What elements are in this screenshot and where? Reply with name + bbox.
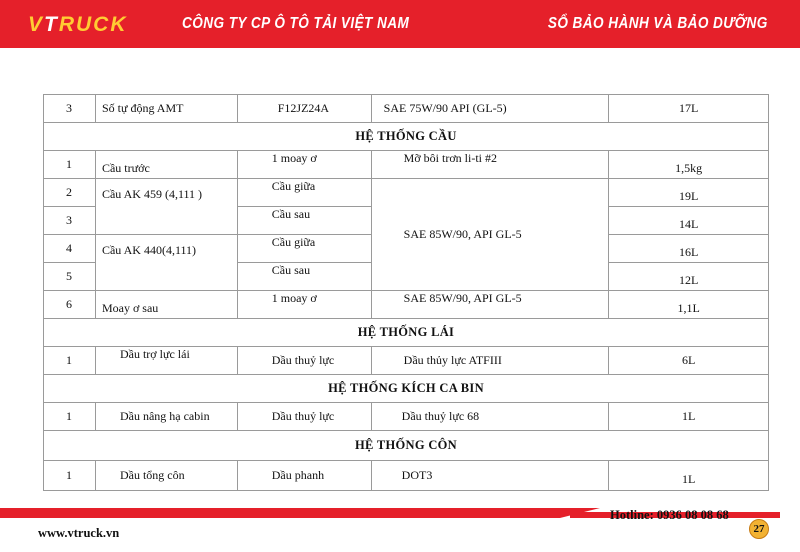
book-title: SỔ BẢO HÀNH VÀ BẢO DƯỠNG — [548, 15, 768, 32]
section-title-con: HỆ THỐNG CÔN — [44, 431, 769, 461]
row-number: 1 — [44, 151, 96, 179]
item-sub: Cầu giữa — [271, 179, 316, 193]
item-oil: DOT3 — [371, 461, 609, 491]
item-name: Moay ơ sau — [101, 301, 159, 315]
vtruck-logo: VTRUCK — [28, 13, 128, 36]
section-row — [44, 123, 769, 151]
section-row — [44, 319, 769, 347]
section-title-cau: HỆ THỐNG CẦU — [44, 123, 769, 151]
section-title-lai: HỆ THỐNG LÁI — [44, 319, 769, 347]
item-model: F12JZ24A — [237, 95, 371, 123]
website-link[interactable]: www.vtruck.vn — [38, 526, 120, 540]
item-oil: SAE 85W/90, API GL-5 — [371, 179, 609, 291]
item-sub: Cầu giữa — [271, 235, 316, 249]
item-qty: 12L — [678, 273, 699, 287]
item-name: Cầu AK 459 (4,111 ) — [95, 179, 237, 235]
item-sub: Cầu sau — [271, 207, 311, 221]
table-row — [44, 95, 769, 123]
item-qty: 19L — [678, 189, 699, 203]
row-number: 6 — [44, 291, 96, 319]
item-type: Dầu thuỷ lực — [237, 403, 371, 431]
item-qty: 14L — [678, 217, 699, 231]
section-title-kich: HỆ THỐNG KÍCH CA BIN — [44, 375, 769, 403]
item-oil: Dầu thuỷ lực 68 — [371, 403, 609, 431]
row-number: 1 — [44, 461, 96, 491]
item-qty: 6L — [609, 347, 769, 375]
item-name: Cầu trước — [101, 161, 150, 175]
row-number: 1 — [44, 403, 96, 431]
item-qty: 1,5kg — [675, 161, 703, 175]
row-number: 1 — [44, 347, 96, 375]
item-qty: 1L — [609, 403, 769, 431]
table-row — [44, 291, 769, 319]
row-number: 5 — [44, 263, 96, 291]
item-type: Dầu phanh — [237, 461, 371, 491]
item-oil: SAE 85W/90, API GL-5 — [403, 291, 522, 305]
item-qty: 1L — [681, 472, 696, 486]
row-number: 2 — [44, 179, 96, 207]
item-name: Dầu nâng hạ cabin — [95, 403, 237, 431]
item-qty: 1,1L — [677, 301, 700, 315]
item-name: Dầu tổng côn — [95, 461, 237, 491]
company-name: CÔNG TY CP Ô TÔ TẢI VIỆT NAM — [182, 15, 410, 32]
header-bar — [0, 0, 800, 48]
item-name: Cầu AK 440(4,111) — [95, 235, 237, 291]
table-row — [44, 347, 769, 375]
section-row — [44, 375, 769, 403]
item-oil: SAE 75W/90 API (GL-5) — [371, 95, 609, 123]
maintenance-table — [43, 94, 769, 491]
item-qty: 16L — [678, 245, 699, 259]
item-type: Dầu thuỷ lực — [237, 347, 371, 375]
page-number-badge: 27 — [749, 519, 769, 539]
item-qty: 17L — [609, 95, 769, 123]
item-name: Số tự động AMT — [95, 95, 237, 123]
table-row — [44, 403, 769, 431]
row-number: 3 — [44, 207, 96, 235]
table-row — [44, 151, 769, 179]
table-row — [44, 179, 769, 207]
item-name: Dầu trợ lực lái — [119, 347, 190, 361]
row-number: 4 — [44, 235, 96, 263]
item-sub: 1 moay ơ — [271, 291, 317, 305]
item-sub: 1 moay ơ — [271, 151, 317, 165]
table-row — [44, 461, 769, 491]
section-row — [44, 431, 769, 461]
row-number: 3 — [44, 95, 96, 123]
item-oil: Mỡ bôi trơn li-ti #2 — [403, 151, 498, 165]
item-sub: Cầu sau — [271, 263, 311, 277]
hotline: Hotline: 0936 08 08 68 — [610, 508, 729, 522]
item-oil: Dầu thủy lực ATFIII — [371, 347, 609, 375]
